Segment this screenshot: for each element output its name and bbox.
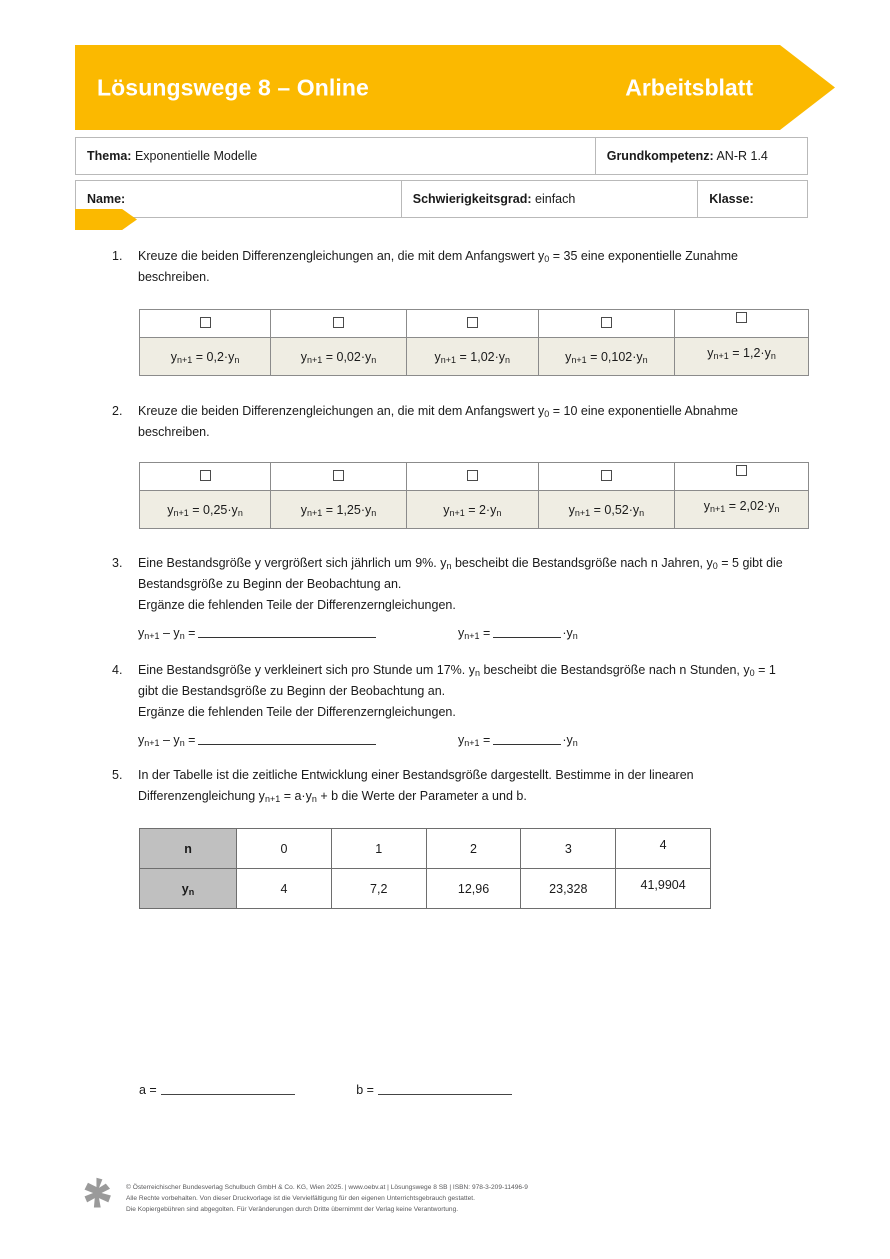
data-table-cell-n-4: 4 — [616, 829, 711, 869]
exercise-4-line2: gibt die Bestandsgröße zu Beginn der Beobachtung an. — [138, 684, 446, 698]
info-row-thema — [76, 138, 808, 175]
data-table-cell-yn-0: 4 — [237, 869, 332, 909]
exercise-1-checkbox-cell-5[interactable] — [675, 310, 809, 338]
exercise-3-text — [138, 553, 812, 644]
data-table-cell-yn-4: 41,9904 — [616, 869, 711, 909]
thema-cell — [76, 138, 596, 175]
exercise-3-blank-2[interactable] — [493, 624, 561, 638]
grundkompetenz-label: Grundkompetenz: — [606, 149, 714, 163]
exercise-4-fill-row — [138, 730, 812, 751]
checkbox-icon[interactable] — [601, 317, 612, 328]
data-table-cell-n-3: 3 — [521, 829, 616, 869]
klasse-cell[interactable] — [698, 181, 808, 218]
footer-line-3: Die Kopiergebühren sind abgegolten. Für Veränderungen durch Dritte übernimmt der Verlag keine Verantwortung. — [126, 1206, 459, 1214]
checkbox-icon[interactable] — [333, 470, 344, 481]
exercise-2-checkbox-row — [140, 463, 809, 491]
data-table-cell-n-0: 0 — [237, 829, 332, 869]
checkbox-icon[interactable] — [200, 317, 211, 328]
answer-b-blank[interactable] — [378, 1081, 512, 1095]
thema-value: Exponentielle Modelle — [134, 149, 258, 163]
thema-label: Thema: — [87, 149, 132, 163]
checkbox-icon[interactable] — [467, 470, 478, 481]
exercise-3-fill-left — [138, 623, 378, 644]
exercise-2-checkbox-cell-4[interactable] — [538, 463, 674, 491]
answer-a-blank[interactable] — [161, 1081, 295, 1095]
checkbox-icon[interactable] — [200, 470, 211, 481]
sheet-type-label: Arbeitsblatt — [625, 74, 753, 100]
exercise-4-text — [138, 660, 812, 751]
checkbox-icon[interactable] — [736, 312, 747, 323]
exercise-5-line2: Differenzengleichung $y_{n+1} = a\cdot y_n + b$ die Werte der Parameter a und b. — [138, 789, 527, 804]
footer-copyright — [126, 1182, 528, 1216]
exercise-5 — [112, 765, 812, 807]
exercise-2-option-4: $y_{n+1} = 0,52\cdot y_n$ — [538, 491, 674, 529]
exercise-1 — [112, 246, 812, 288]
page-title: Lösungswege 8 – Online — [97, 74, 369, 100]
exercise-3-fill-left-label: $y_{n+1} - y_n$ = — [138, 626, 196, 641]
publisher-logo-icon — [82, 1176, 116, 1210]
exercise-1-option-4: $y_{n+1} = 0,102\cdot y_n$ — [538, 338, 674, 376]
exercise-1-option-1: $y_{n+1} = 0,2\cdot y_n$ — [140, 338, 271, 376]
data-table-cell-n-2: 2 — [426, 829, 521, 869]
data-table-cell-yn-1: 7,2 — [331, 869, 426, 909]
header-banner — [75, 45, 835, 130]
schwierigkeitsgrad-cell — [401, 181, 697, 218]
info-row-name — [76, 181, 808, 218]
exercise-3-blank-1[interactable] — [198, 624, 376, 638]
exercise-2-option-3: $y_{n+1} = 2\cdot y_n$ — [406, 491, 538, 529]
exercise-1-checkbox-cell-2[interactable] — [271, 310, 407, 338]
answer-a-label: a = — [139, 1083, 157, 1097]
schwierigkeitsgrad-value: einfach — [535, 192, 576, 206]
exercise-4-fill-left-label: $y_{n+1} - y_n$ = — [138, 733, 196, 748]
exercise-1-checkbox-row — [140, 310, 809, 338]
exercise-4-fill-right-suffix: $\cdot y_n$ — [562, 733, 578, 748]
exercise-4 — [112, 660, 812, 751]
exercise-4-fill-right — [458, 730, 578, 751]
exercise-3-number: 3. — [112, 556, 123, 570]
exercise-1-checkbox-cell-1[interactable] — [140, 310, 271, 338]
exercise-2-checkbox-cell-2[interactable] — [271, 463, 407, 491]
checkbox-icon[interactable] — [467, 317, 478, 328]
exercise-4-blank-1[interactable] — [198, 731, 376, 745]
exercise-4-number: 4. — [112, 663, 123, 677]
exercise-3-fill-right-suffix: $\cdot y_n$ — [562, 626, 578, 641]
worksheet-info-table — [75, 137, 808, 175]
exercise-1-sub: 0 — [544, 253, 550, 264]
exercise-5-number: 5. — [112, 768, 123, 782]
exercise-4-blank-2[interactable] — [493, 731, 561, 745]
exercise-2 — [112, 401, 812, 443]
exercise-2-option-5: $y_{n+1} = 2,02\cdot y_n$ — [675, 491, 809, 529]
name-label: Name: — [87, 192, 126, 206]
exercise-1-line1-a: Kreuze die beiden Differenzengleichungen an, die mit dem Anfangswert y — [138, 249, 545, 263]
exercise-3-line3: Ergänze die fehlenden Teile der Differenzerngleichungen. — [138, 598, 456, 612]
exercise-2-checkbox-cell-1[interactable] — [140, 463, 271, 491]
exercise-2-text — [138, 401, 812, 443]
exercise-2-checkbox-cell-3[interactable] — [406, 463, 538, 491]
answer-b-label: b = — [356, 1083, 374, 1097]
exercise-1-option-2: $y_{n+1} = 0,02\cdot y_n$ — [271, 338, 407, 376]
exercise-4-line3: Ergänze die fehlenden Teile der Differenzerngleichungen. — [138, 705, 456, 719]
exercise-2-option-2: $y_{n+1} = 1,25\cdot y_n$ — [271, 491, 407, 529]
exercise-1-formula-row — [140, 338, 809, 376]
footer-line-1: © Österreichischer Bundesverlag Schulbuch GmbH & Co. KG, Wien 2025. | www.oebv.at | Lösungswege 8 SB | ISBN: 978-3-209-11496-9 — [126, 1184, 528, 1191]
exercise-3 — [112, 553, 812, 644]
exercise-2-line1-a: Kreuze die beiden Differenzengleichungen an, die mit dem Anfangswert y — [138, 404, 545, 418]
grundkompetenz-cell — [595, 138, 807, 175]
exercise-4-fill-left — [138, 730, 378, 751]
exercise-1-line1-b: = 35 eine exponentielle Zunahme — [549, 249, 738, 263]
checkbox-icon[interactable] — [333, 317, 344, 328]
exercise-1-number: 1. — [112, 249, 123, 263]
exercise-2-sub: 0 — [544, 408, 550, 419]
klasse-label: Klasse: — [709, 192, 754, 206]
footer-line-2: Alle Rechte vorbehalten. Von dieser Druckvorlage ist die Vervielfältigung für den eigenen Unterrichtsgebrauch gestattet. — [126, 1195, 475, 1203]
exercise-4-line1: Eine Bestandsgröße y verkleinert sich pro Stunde um 17%. $y_n$ bescheibt die Bestandsgröße nach n Stunden, $y_0 = 1$ — [138, 663, 776, 678]
exercise-3-fill-right-label: $y_{n+1}$ = — [458, 626, 491, 641]
grundkompetenz-value: AN-R 1.4 — [716, 149, 768, 163]
answer-line-row — [139, 1081, 512, 1097]
data-table-cell-yn-2: 12,96 — [426, 869, 521, 909]
exercise-1-choice-table — [139, 309, 809, 376]
exercise-1-option-5: $y_{n+1} = 1,2\cdot y_n$ — [675, 338, 809, 376]
exercise-1-checkbox-cell-3[interactable] — [406, 310, 538, 338]
exercise-5-line1: In der Tabelle ist die zeitliche Entwicklung einer Bestandsgröße dargestellt. Bestimme in der linearen — [138, 768, 694, 782]
worksheet-info-table-row2 — [75, 180, 808, 218]
exercise-3-line2: Bestandsgröße zu Beginn der Beobachtung an. — [138, 577, 402, 591]
exercise-3-fill-row — [138, 623, 812, 644]
data-table-row-n — [140, 829, 711, 869]
data-table-header-yn: $y_n$ — [140, 869, 237, 909]
exercise-5-text — [138, 765, 812, 807]
answer-b — [356, 1083, 512, 1097]
exercise-1-text — [138, 246, 812, 288]
exercise-2-number: 2. — [112, 404, 123, 418]
exercise-1-checkbox-cell-4[interactable] — [538, 310, 674, 338]
exercise-2-option-1: $y_{n+1} = 0,25\cdot y_n$ — [140, 491, 271, 529]
exercise-4-fill-right-label: $y_{n+1}$ = — [458, 733, 491, 748]
data-table-row-yn — [140, 869, 711, 909]
exercise-3-line1: Eine Bestandsgröße y vergrößert sich jährlich um 9%. $y_n$ bescheibt die Bestandsgröße nach n Jahren, $y_0 = 5$ gibt die — [138, 556, 783, 571]
exercise-2-formula-row — [140, 491, 809, 529]
data-table-cell-yn-3: 23,328 — [521, 869, 616, 909]
checkbox-icon[interactable] — [736, 465, 747, 476]
exercise-1-line2: beschreiben. — [138, 270, 210, 284]
exercise-5-data-table — [139, 828, 711, 909]
exercise-2-checkbox-cell-5[interactable] — [675, 463, 809, 491]
schwierigkeitsgrad-label: Schwierigkeitsgrad: — [412, 192, 532, 206]
exercise-1-option-3: $y_{n+1} = 1,02\cdot y_n$ — [406, 338, 538, 376]
checkbox-icon[interactable] — [601, 470, 612, 481]
exercise-2-line1-b: = 10 eine exponentielle Abnahme — [549, 404, 738, 418]
exercise-3-fill-right — [458, 623, 578, 644]
answer-a — [139, 1083, 295, 1097]
exercise-2-choice-table — [139, 462, 809, 529]
data-table-header-n: n — [140, 829, 237, 869]
data-table-cell-n-1: 1 — [331, 829, 426, 869]
exercise-2-line2: beschreiben. — [138, 425, 210, 439]
